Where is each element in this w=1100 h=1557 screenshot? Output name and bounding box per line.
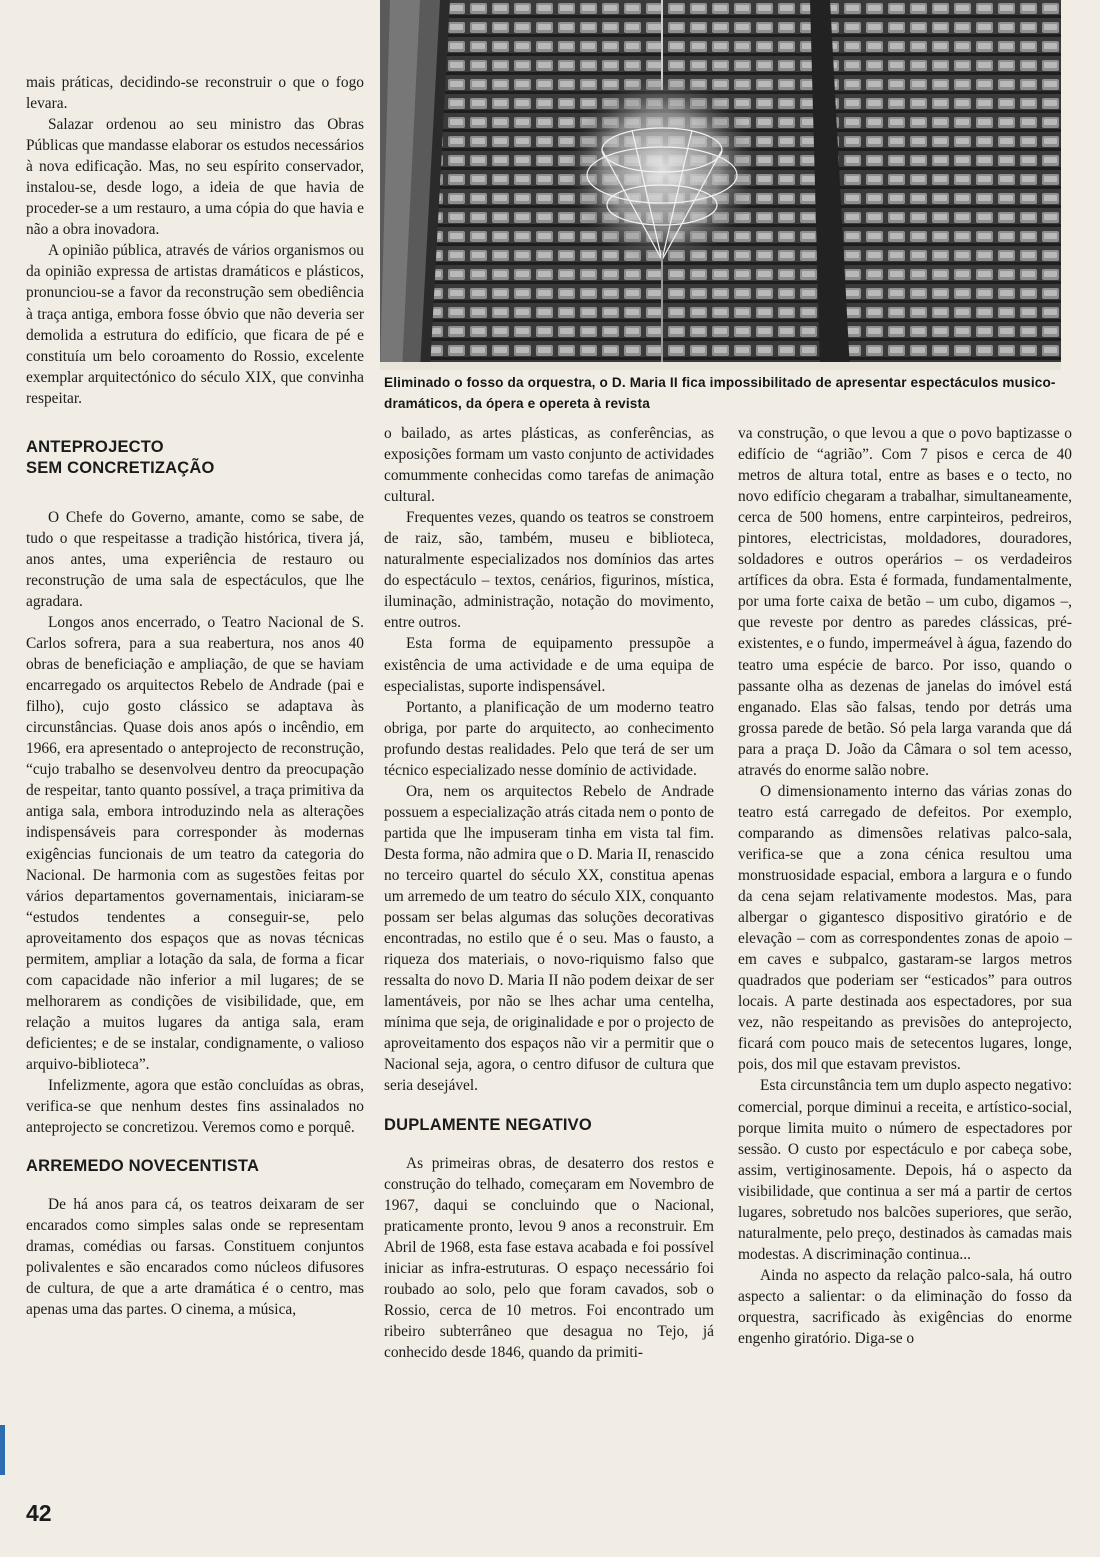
auditorium-photo <box>380 0 1061 370</box>
heading-line: SEM CONCRETIZAÇÃO <box>26 458 215 477</box>
photo-caption: Eliminado o fosso da orquestra, o D. Maria II fica impossibilitado de apresentar espectáculos musico-dramáticos, da ópera e opereta à revista <box>384 375 1056 411</box>
article-column-2 <box>384 423 714 1363</box>
paragraph: O Chefe do Governo, amante, como se sabe, de tudo o que respeitasse a tradição histórica, tivera já, anos antes, uma experiência de restauro ou reconstrução de uma sala de espectáculos, que lhe agradara. <box>26 508 364 610</box>
heading-line: ANTEPROJECTO <box>26 437 164 456</box>
paragraph: De há anos para cá, os teatros deixaram de ser encarados como simples salas onde se representam dramas, comédias ou farsas. Constituem conjuntos polivalentes e são encarados como núcleos difusores de cultura, de que a arte dramática é o centro, mas apenas uma das partes. O cinema, a música, <box>26 1196 364 1319</box>
paragraph: o bailado, as artes plásticas, as conferências, as exposições formam um vasto conjunto de actividades comummente conhecidas como tarefas de animação cultural. <box>384 425 714 506</box>
paragraph: Longos anos encerrado, o Teatro Nacional de S. Carlos sofrera, para a sua reabertura, nos anos 40 obras de beneficiação e ampliação, de que se haviam encarregado os arquitectos Rebelo de Andrade (pai e filho), cujo gosto clássico se adaptava às circunstâncias. Quase dois anos após o incêndio, em 1966, era apresentado o anteprojecto de reconstrução, “cujo trabalho se desenvolveu dentro da preocupação de respeitar, tanto quanto possível, a traça primitiva da antiga sala, embora introduzindo nela as alterações indispensáveis para corresponder às modernas exigências funcionais de um teatro da categoria do Nacional. De harmonia com as sugestões feitas por vários departamentos governamentais, iniciaram-se “estudos tendentes a conseguir-se, pelo aproveitamento dos espaços que as novas técnicas permitem, ampliar a lotação da sala, de forma a ficar com capacidade não inferior a mil lugares; de se melhorarem as condições de visibilidade, que, em relação a muitos lugares da antiga sala, eram deficientes; e de se instalar, condignamente, o valioso arquivo-biblioteca”. <box>26 613 364 1073</box>
paragraph: Salazar ordenou ao seu ministro das Obras Públicas que mandasse elaborar os estudos necessários à nova edificação. Mas, no seu espírito conservador, instalou-se, desde logo, a ideia de que havia de proceder-se a um restauro, a uma cópia do que havia e não a obra inovadora. <box>26 116 364 239</box>
section-heading-arremedo: ARREMEDO NOVECENTISTA <box>26 1157 260 1176</box>
paragraph: Ainda no aspecto da relação palco-sala, há outro aspecto a salientar: o da eliminação do fosso da orquestra, sacrificado às exigências do enorme engenho giratório. Diga-se o <box>738 1266 1072 1348</box>
paragraph: A opinião pública, através de vários organismos ou da opinião expressa de artistas dramáticos e plásticos, pronunciou-se a favor da reconstrução sem obediência à traça antiga, embora fosse óbvio que não deveria ser demolida a estrutura do edifício, que ficara de pé e constituía um belo coroamento do Rossio, excelente exemplar arquitectónico do século XIX, que convinha respeitar. <box>26 242 364 407</box>
theater-auditorium-chandelier-photo-icon <box>380 0 1061 370</box>
paragraph: As primeiras obras, de desaterro dos restos e construção do telhado, começaram em Novembro de 1967, daqui se concluindo que o Nacional, praticamente pronto, levou 9 anos a reconstruir. Em Abril de 1968, esta fase estava acabada e foi possível iniciar as infra-estruturas. O espaço necessário foi roubado ao solo, pelo que foram cavados, sob o Rossio, cerca de 10 metros. Foi encontrado um ribeiro subterrâneo que desagua no Tejo, já conhecido desde 1846, quando da primiti- <box>384 1154 714 1361</box>
article-column-1 <box>26 72 364 1320</box>
paragraph: Ora, nem os arquitectos Rebelo de Andrade possuem a especialização atrás citada nem o ponto de partida que lhe impuseram tinha em vista tal fim. Desta forma, não admira que o D. Maria II, renascido no terceiro quartel do século XX, constitua apenas um arremedo de um teatro do século XIX, conquanto possam ser belas algumas das soluções decorativas encontradas, no estilo que é o seu. Mas o fausto, a riqueza dos materiais, o novo-riquismo falso que ressalta do novo D. Maria II não podem deixar de ser lamentáveis, por não se lhes achar uma centelha, mínima que seja, de originalidade e por o projecto de aproveitamento dos espaços não vir a permitir que o Nacional seja, agora, o centro difusor de cultura que seria desejável. <box>384 782 714 1095</box>
paragraph: Frequentes vezes, quando os teatros se constroem de raiz, são, também, museu e biblioteca, naturalmente especializados nos domínios das artes do espectáculo – textos, cenários, figurinos, mística, iluminação, administração, notação do movimento, entre outros. <box>384 509 714 632</box>
paragraph: Infelizmente, agora que estão concluídas as obras, verifica-se que nenhum destes fins assinalados no anteprojecto se concretizou. Veremos como e porquê. <box>26 1077 364 1137</box>
paragraph: mais práticas, decidindo-se reconstruir o que o fogo levara. <box>26 74 364 113</box>
paragraph: va construção, o que levou a que o povo baptizasse o edifício de “agrião”. Com 7 pisos e cerca de 40 metros de altura total, entre as bases e o tecto, no novo edifício chegaram a trabalhar, simultaneamente, cerca de 500 homens, entre carpinteiros, pedreiros, pintores, electricistas, moldadores, douradores, soldadores e outros operários – os verdadeiros artífices da obra. Esta é formada, fundamentalmente, por uma forte caixa de betão – um cubo, digamos –, que reveste por dentro as paredes clássicas, pré-existentes, e o fundo, impermeável à água, fazendo do teatro uma espécie de barco. Por isso, quando o passante olha as dezenas de janelas do imóvel está enganado. Elas são falsas, tendo por detrás uma grossa parede de betão. Só pela larga varanda que dá para a praça D. João da Câmara o sol tem acesso, através do enorme salão nobre. <box>738 425 1072 779</box>
page-number: 42 <box>26 1500 52 1526</box>
page-edge-color-mark <box>0 1425 5 1475</box>
paragraph: Esta circunstância tem um duplo aspecto negativo: comercial, porque diminui a receita, e artístico-social, porque limita muito o número de espectadores por sessão. O custo por espectáculo e por cabeça sobe, assim, vertiginosamente. Depois, há o aspecto da visibilidade, que continua a ser má a partir de certos lugares, sobretudo nos balcões superiores, que serão, naturalmente, pelo preço, destinados às camadas mais modestas. A discriminação continua... <box>738 1077 1072 1263</box>
section-heading-anteprojecto <box>26 437 364 479</box>
paragraph: O dimensionamento interno das várias zonas do teatro está carregado de defeitos. Por exemplo, comparando as dimensões relativas palco-sala, verifica-se que a zona cénica resultou uma monstruosidade espacial, embora a largura e o fundo da cena sejam relativamente modestos. Mas, para albergar o gigantesco dispositivo giratório e de elevação – com as correspondentes zonas de apoio – em caves e subpalco, gastaram-se largos metros quadrados que poderiam ser “esticados” para outros locais. A parte destinada aos espectadores, por sua vez, não respeitando as previsões do anteprojecto, ficará com pouco mais de setecentos lugares, longe, pois, dos mil que estavam previstos. <box>738 782 1072 1074</box>
paragraph: Esta forma de equipamento pressupõe a existência de uma actividade e de uma equipa de especialistas, suporte indispensável. <box>384 635 714 695</box>
paragraph: Portanto, a planificação de um moderno teatro obriga, por parte do arquitecto, ao conhecimento profundo destas realidades. Pelo que terá de ser um técnico especializado nesse domínio de actividade. <box>384 698 714 779</box>
section-heading-duplamente-negativo: DUPLAMENTE NEGATIVO <box>384 1115 592 1134</box>
article-column-3 <box>738 423 1072 1349</box>
